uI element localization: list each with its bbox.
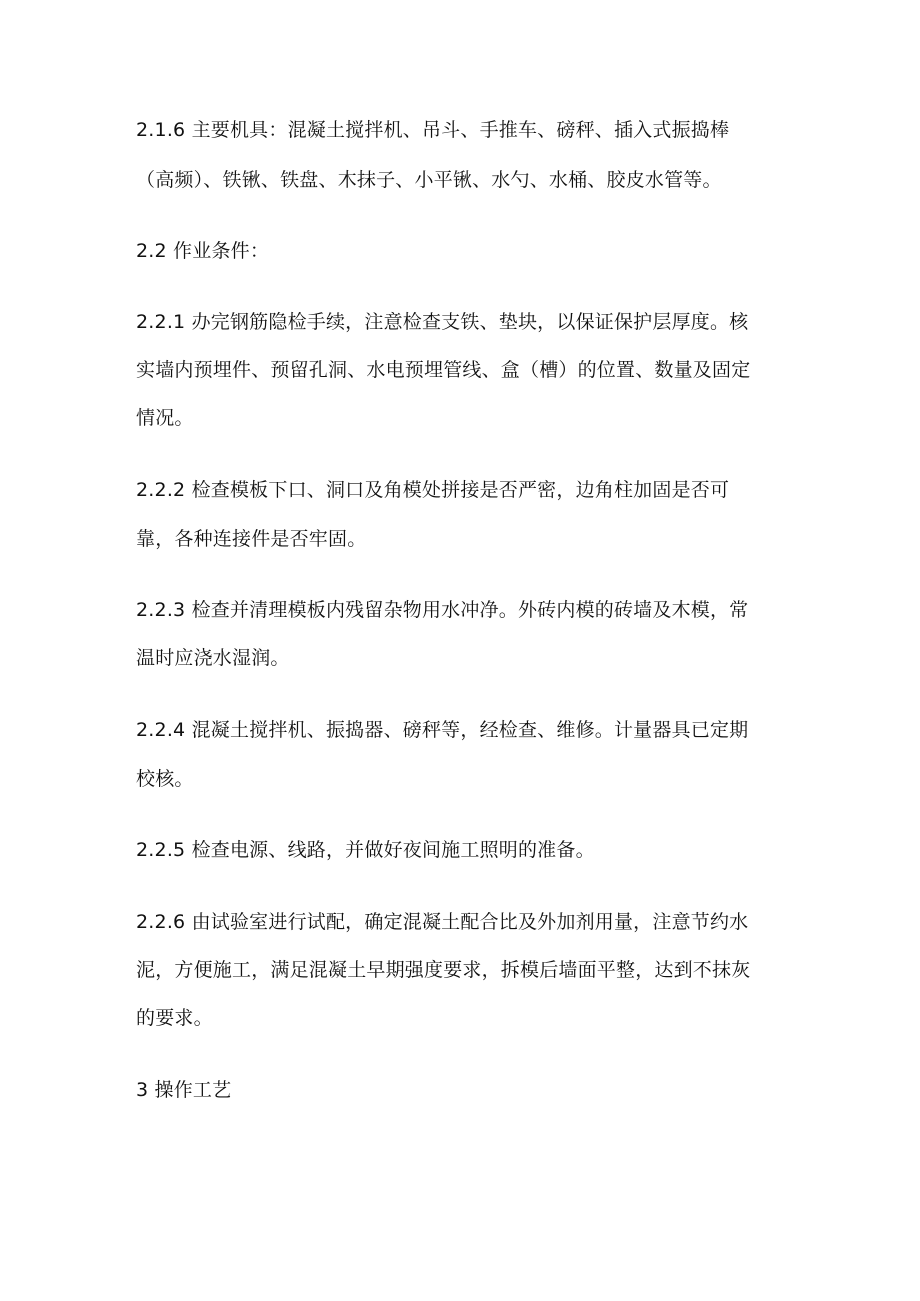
paragraph-2-2-6-line-1: 2.2.6 由试验室进行试配，确定混凝土配合比及外加剂用量，注意节约水	[136, 911, 749, 933]
paragraph-2-1-6-line-2: （高频）、铁锹、铁盘、木抹子、小平锹、水勺、水桶、胶皮水管等。	[136, 169, 722, 191]
paragraph-2-2-4-line-2: 校核。	[136, 768, 194, 790]
paragraph-2-2-1-line-3: 情况。	[136, 407, 194, 429]
paragraph-2-2-4-line-1: 2.2.4 混凝土搅拌机、振捣器、磅秤等，经检查、维修。计量器具已定期	[136, 719, 749, 741]
paragraph-2-2-6-line-2: 泥，方便施工，满足混凝土早期强度要求，拆模后墙面平整，达到不抹灰	[136, 959, 751, 981]
section-heading-2-2: 2.2 作业条件：	[136, 240, 270, 262]
paragraph-2-2-1-line-1: 2.2.1 办完钢筋隐检手续，注意检查支铁、垫块，以保证保护层厚度。核	[136, 311, 749, 333]
paragraph-2-2-1-line-2: 实墙内预埋件、预留孔洞、水电预埋管线、盒（槽）的位置、数量及固定	[136, 359, 751, 381]
paragraph-2-2-2-line-2: 靠，各种连接件是否牢固。	[136, 528, 367, 550]
section-heading-3: 3 操作工艺	[136, 1079, 232, 1101]
paragraph-2-2-2-line-1: 2.2.2 检查模板下口、洞口及角模处拼接是否严密，边角柱加固是否可	[136, 479, 730, 501]
paragraph-2-2-3-line-2: 温时应浇水湿润。	[136, 647, 290, 669]
paragraph-2-2-5-line-1: 2.2.5 检查电源、线路，并做好夜间施工照明的准备。	[136, 839, 595, 861]
paragraph-2-2-6-line-3: 的要求。	[136, 1007, 213, 1029]
paragraph-2-2-3-line-1: 2.2.3 检查并清理模板内残留杂物用水冲净。外砖内模的砖墙及木模，常	[136, 599, 749, 621]
paragraph-2-1-6-line-1: 2.1.6 主要机具：混凝土搅拌机、吊斗、手推车、磅秤、插入式振捣棒	[136, 119, 730, 141]
